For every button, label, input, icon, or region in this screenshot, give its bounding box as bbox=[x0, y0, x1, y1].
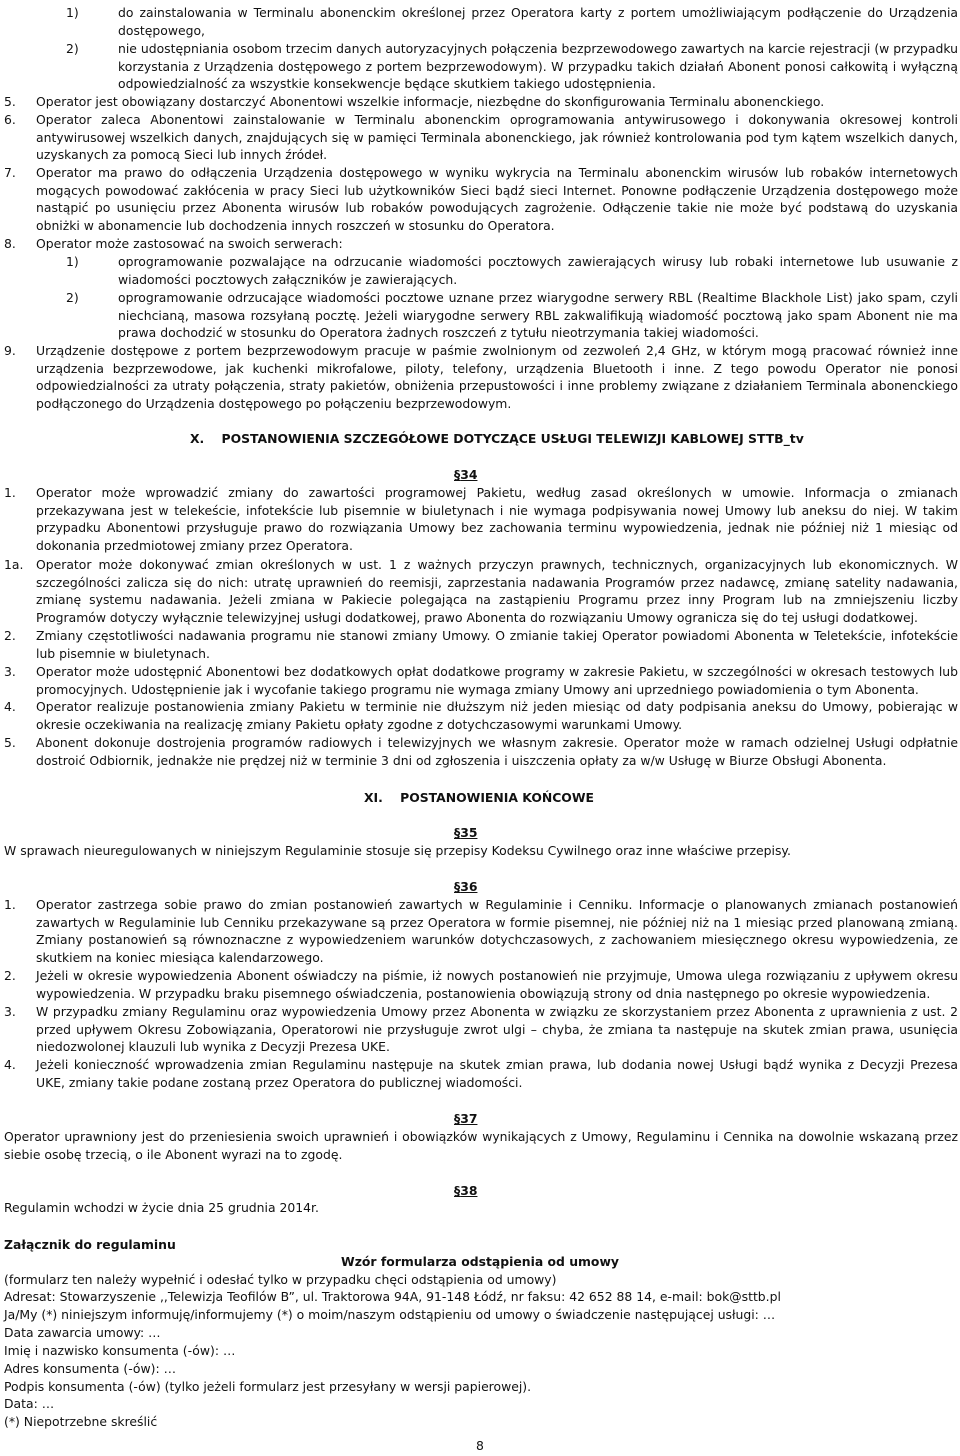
item-text: Operator może wprowadzić zmiany do zawartości programowej Pakietu, według zasad określonych w umowie. Informacja o zmianach przekazywana jest w telekeście, infotekście lub pisemnie w biuletynach i nie wymaga podpisywania nowej Umowy lub aneksu do niej. W takim przypadku Abonentowi przysługuje prawo do rozwiązania Umowy bez zachowania terminu wypowiedzenia, jednak nie później niż 1 miesiąc od dokonania przedmiotowej zmiany przez Operatora. bbox=[36, 485, 958, 553]
paragraph-number bbox=[454, 824, 477, 842]
sub-item-number: 2) bbox=[66, 41, 79, 56]
paragraph-text: W sprawach nieuregulowanych w niniejszym Regulaminie stosuje się przepisy Kodeksu Cywilnego oraz inne właściwe przepisy. bbox=[4, 843, 791, 858]
paragraph-number bbox=[454, 1182, 477, 1200]
paragraph-text: Regulamin wchodzi w życie dnia 25 grudnia 2014r. bbox=[4, 1200, 319, 1215]
item-number: 1. bbox=[4, 485, 16, 500]
item-number: 1a. bbox=[4, 557, 24, 572]
sub-item-text: do zainstalowania w Terminalu abonenckim określonej przez Operatora karty z portem umożliwiającym podłączenie do Urządzenia dostępowego, bbox=[118, 5, 958, 38]
item-text: Operator może zastosować na swoich serwerach: bbox=[36, 236, 343, 251]
form-line: Adresat: Stowarzyszenie ,,Telewizja Teofilów B”, ul. Traktorowa 94A, 91-148 Łódź, nr faksu: 42 652 88 14, e-mail: bok@sttb.pl bbox=[4, 1289, 781, 1304]
item-text: Abonent dokonuje dostrojenia programów radiowych i telewizyjnych we własnym zakresie. Operator może w ramach odzielnej Usługi odpłatnie dostroić Odbiornik, jednakże nie prędzej niż w terminie 3 dni od zgłoszenia i uiszczenia opłaty za w/w Usługę w Biurze Obsługi Abonenta. bbox=[36, 735, 958, 768]
form-line: Podpis konsumenta (-ów) (tylko jeżeli formularz jest przesyłany w wersji papierowej). bbox=[4, 1379, 532, 1394]
item-text: Operator może dokonywać zmian określonych w ust. 1 z ważnych przyczyn prawnych, technicznych, organizacyjnych lub ekonomicznych. W szczególności zalicza się do nich: utratę uprawnień do reemisji, zaprzestania nadawania Programów przez nadawcę, zmianę satelity nadawania, zmianę systemu nadawania. Jeżeli zmiana w Pakiecie polegająca na zastąpieniu Programu przez inny Program lub na zmniejszeniu liczby Programów dotyczy wyłącznie telewizyjnej usługi dodatkowej, prawo Abonenta do rozwiązaniu Umowy ogranicza się do tej usługi dodatkowej. bbox=[36, 557, 958, 625]
item-number: 1. bbox=[4, 897, 16, 912]
sub-item-text: oprogramowanie odrzucające wiadomości pocztowe uznane przez wiarygodne serwery RBL (Realtime Blackhole List) jako spam, czyli niechcianą, masowa rozsyłaną pocztę. Jeżeli wiarygodne serwery RBL zakwalifikują wiadomość pocztową jako spam Abonent nie ma prawa dochodzić w stosunku do Operatora żadnych roszczeń z tytułu nieotrzymania takiej wiadomości. bbox=[118, 290, 958, 341]
item-number: 4. bbox=[4, 1057, 16, 1072]
item-number: 4. bbox=[4, 699, 16, 714]
item-number: 5. bbox=[4, 735, 16, 750]
sub-item-text: nie udostępniania osobom trzecim danych autoryzacyjnych połączenia bezprzewodowego zawartych na karcie rejestracji (w przypadku korzystania z Urządzenia dostępowego z portem bezprzewodowym). W przypadku takich działań Abonent ponosi całkowitą i wyłączną odpowiedzialność za wszystkie konsekwencje będące skutkiem takiego udostępnienia. bbox=[118, 41, 958, 92]
form-line: Ja/My (*) niniejszym informuję/informujemy (*) o moim/naszym odstąpieniu od umowy o świadczenie następującej usługi: … bbox=[4, 1307, 776, 1322]
item-text: Operator realizuje postanowienia zmiany Pakietu w terminie nie dłuższym niż jeden miesiąc od daty podpisania aneksu do Umowy, pobierając w okresie oczekiwania na realizację zmiany Pakietu opłaty zgodne z dotychczasowymi warunkami Umowy. bbox=[36, 699, 958, 732]
item-number: 8. bbox=[4, 236, 16, 251]
item-text: Operator zastrzega sobie prawo do zmian postanowień zawartych w Regulaminie i Cenniku. Informacje o planowanych zmianach postanowień zawartych w Regulaminie lub Cenniku przekazywane są przez Operatora w formie pisemnej, nie później niż na 1 miesiąc przed planowaną zmianą. Zmiany postanowień są równoznaczne z wypowiedzeniem warunków dotychczasowych, z zachowaniem miesięcznego okresu wypowiedzenia, ze skutkiem na koniec miesiąca kalendarzowego. bbox=[36, 897, 958, 965]
paragraph-num: 36 bbox=[460, 879, 478, 894]
item-number: 5. bbox=[4, 94, 16, 109]
paragraph-sign: § bbox=[454, 467, 461, 482]
item-text: Jeżeli w okresie wypowiedzenia Abonent oświadczy na piśmie, iż nowych postanowień nie przyjmuje, Umowa ulega rozwiązaniu z upływem okresu wypowiedzenia. W przypadku braku pisemnego oświadczenia, postanowienia obowiązują strony od dnia następnego po okresie wypowiedzenia. bbox=[36, 968, 958, 1001]
annex-title: Załącznik do regulaminu bbox=[4, 1237, 176, 1252]
form-line: Imię i nazwisko konsumenta (-ów): … bbox=[4, 1343, 236, 1358]
section-heading: X. POSTANOWIENIA SZCZEGÓŁOWE DOTYCZĄCE USŁUGI TELEWIZJI KABLOWEJ STTB_tv bbox=[190, 431, 804, 446]
paragraph-text: Operator uprawniony jest do przeniesienia swoich uprawnień i obowiązków wynikających z Umowy, Regulaminu i Cennika na dowolnie wskazaną przez siebie osobę trzecią, o ile Abonent wyrazi na to zgodę. bbox=[4, 1129, 958, 1162]
paragraph-number bbox=[454, 1110, 477, 1128]
sub-item-text: oprogramowanie pozwalające na odrzucanie wiadomości pocztowych zawierających wirusy lub robaki internetowe lub usuwanie z wiadomości pocztowych załączników je zawierających. bbox=[118, 254, 958, 287]
sub-item-number: 1) bbox=[66, 254, 79, 269]
section-heading: XI. POSTANOWIENIA KOŃCOWE bbox=[364, 790, 594, 805]
paragraph-sign: § bbox=[454, 825, 461, 840]
item-text: Operator ma prawo do odłączenia Urządzenia dostępowego w wyniku wykrycia na Terminalu abonenckim wirusów lub robaków internetowych mogących powodować zakłócenia w pracy Sieci lub użytkowników Sieci bądź sieci Internet. Ponowne podłączenie Urządzenia dostępowego może nastąpić po usunięciu przez Abonenta wirusów lub robaków powodujących zagrożenie. Odłączenie takie nie może być podstawą do uzyskania obniżki w abonamencie lub dochodzenia innych roszczeń w stosunku do Operatora. bbox=[36, 165, 958, 233]
form-line: (*) Niepotrzebne skreślić bbox=[4, 1414, 158, 1429]
form-line: Data zawarcia umowy: … bbox=[4, 1325, 161, 1340]
item-number: 2. bbox=[4, 968, 16, 983]
item-text: Jeżeli konieczność wprowadzenia zmian Regulaminu następuje na skutek zmian prawa, lub dodania nowej Usługi bądź wynika z Decyzji Prezesa UKE, zmiany takie podane zostaną przez Operatora do publicznej wiadomości. bbox=[36, 1057, 958, 1090]
paragraph-number bbox=[454, 466, 477, 484]
item-number: 7. bbox=[4, 165, 16, 180]
form-line: Adres konsumenta (-ów): … bbox=[4, 1361, 176, 1376]
sub-item-number: 2) bbox=[66, 290, 79, 305]
paragraph-number bbox=[454, 878, 477, 896]
paragraph-num: 38 bbox=[460, 1183, 478, 1198]
item-text: Operator jest obowiązany dostarczyć Abonentowi wszelkie informacje, niezbędne do skonfigurowania Terminalu abonenckiego. bbox=[36, 94, 825, 109]
item-text: Operator może udostępnić Abonentowi bez dodatkowych opłat dodatkowe programy w zakresie Pakietu, w szczególności w okresach testowych lub promocyjnych. Udostępnienie jak i wycofanie takiego programu nie wymaga zmiany Umowy ani uprzedniego powiadomienia o tym Abonenta. bbox=[36, 664, 958, 697]
item-text: W przypadku zmiany Regulaminu oraz wypowiedzenia Umowy przez Abonenta w związku ze skorzystaniem przez Abonenta z uprawnienia z ust. 2 przed upływem Okresu Zobowiązania, Operatorowi nie przysługuje zwrot ulgi – chyba, że zmiana ta następuje na skutek zmian prawa, usunięcia niedozwolonej klauzuli lub wynika z Decyzji Prezesa UKE. bbox=[36, 1004, 958, 1055]
sub-item-number: 1) bbox=[66, 5, 79, 20]
item-number: 9. bbox=[4, 343, 16, 358]
item-number: 3. bbox=[4, 664, 16, 679]
paragraph-num: 34 bbox=[460, 467, 478, 482]
form-line: Data: … bbox=[4, 1396, 55, 1411]
item-number: 3. bbox=[4, 1004, 16, 1019]
page-number: 8 bbox=[476, 1438, 484, 1453]
form-title: Wzór formularza odstąpienia od umowy bbox=[341, 1254, 619, 1269]
item-number: 6. bbox=[4, 112, 16, 127]
paragraph-sign: § bbox=[454, 1111, 461, 1126]
item-text: Urządzenie dostępowe z portem bezprzewodowym pracuje w paśmie zwolnionym od zezwoleń 2,4 GHz, w którym mogą pracować również inne urządzenia bezprzewodowe, jak kuchenki mikrofalowe, piloty, telefony, urządzenia Bluetooth i inne. Z tego powodu Operator nie ponosi odpowiedzialności za utraty połączenia, straty pakietów, obniżenia przepustowości i inne problemy związane z działaniem Terminala abonenckiego podłączonego do Urządzenia dostępowego po połączeniu bezprzewodowym. bbox=[36, 343, 958, 411]
item-text: Operator zaleca Abonentowi zainstalowanie w Terminalu abonenckim oprogramowania antywirusowego i dokonywania okresowej kontroli antywirusowej wszelkich danych, znajdujących się w pamięci Terminala abonenckiego, jak również kontrolowania pod tym kątem wszelkich danych, uzyskanych za pomocą Sieci lub innych źródeł. bbox=[36, 112, 958, 163]
paragraph-num: 37 bbox=[460, 1111, 478, 1126]
paragraph-num: 35 bbox=[460, 825, 478, 840]
item-text: Zmiany częstotliwości nadawania programu nie stanowi zmiany Umowy. O zmianie takiej Operator powiadomi Abonenta w Teletekście, infotekście lub pisemnie w biuletynach. bbox=[36, 628, 958, 661]
form-line: (formularz ten należy wypełnić i odesłać tylko w przypadku chęci odstąpienia od umowy) bbox=[4, 1272, 557, 1287]
paragraph-sign: § bbox=[454, 879, 461, 894]
paragraph-sign: § bbox=[454, 1183, 461, 1198]
item-number: 2. bbox=[4, 628, 16, 643]
